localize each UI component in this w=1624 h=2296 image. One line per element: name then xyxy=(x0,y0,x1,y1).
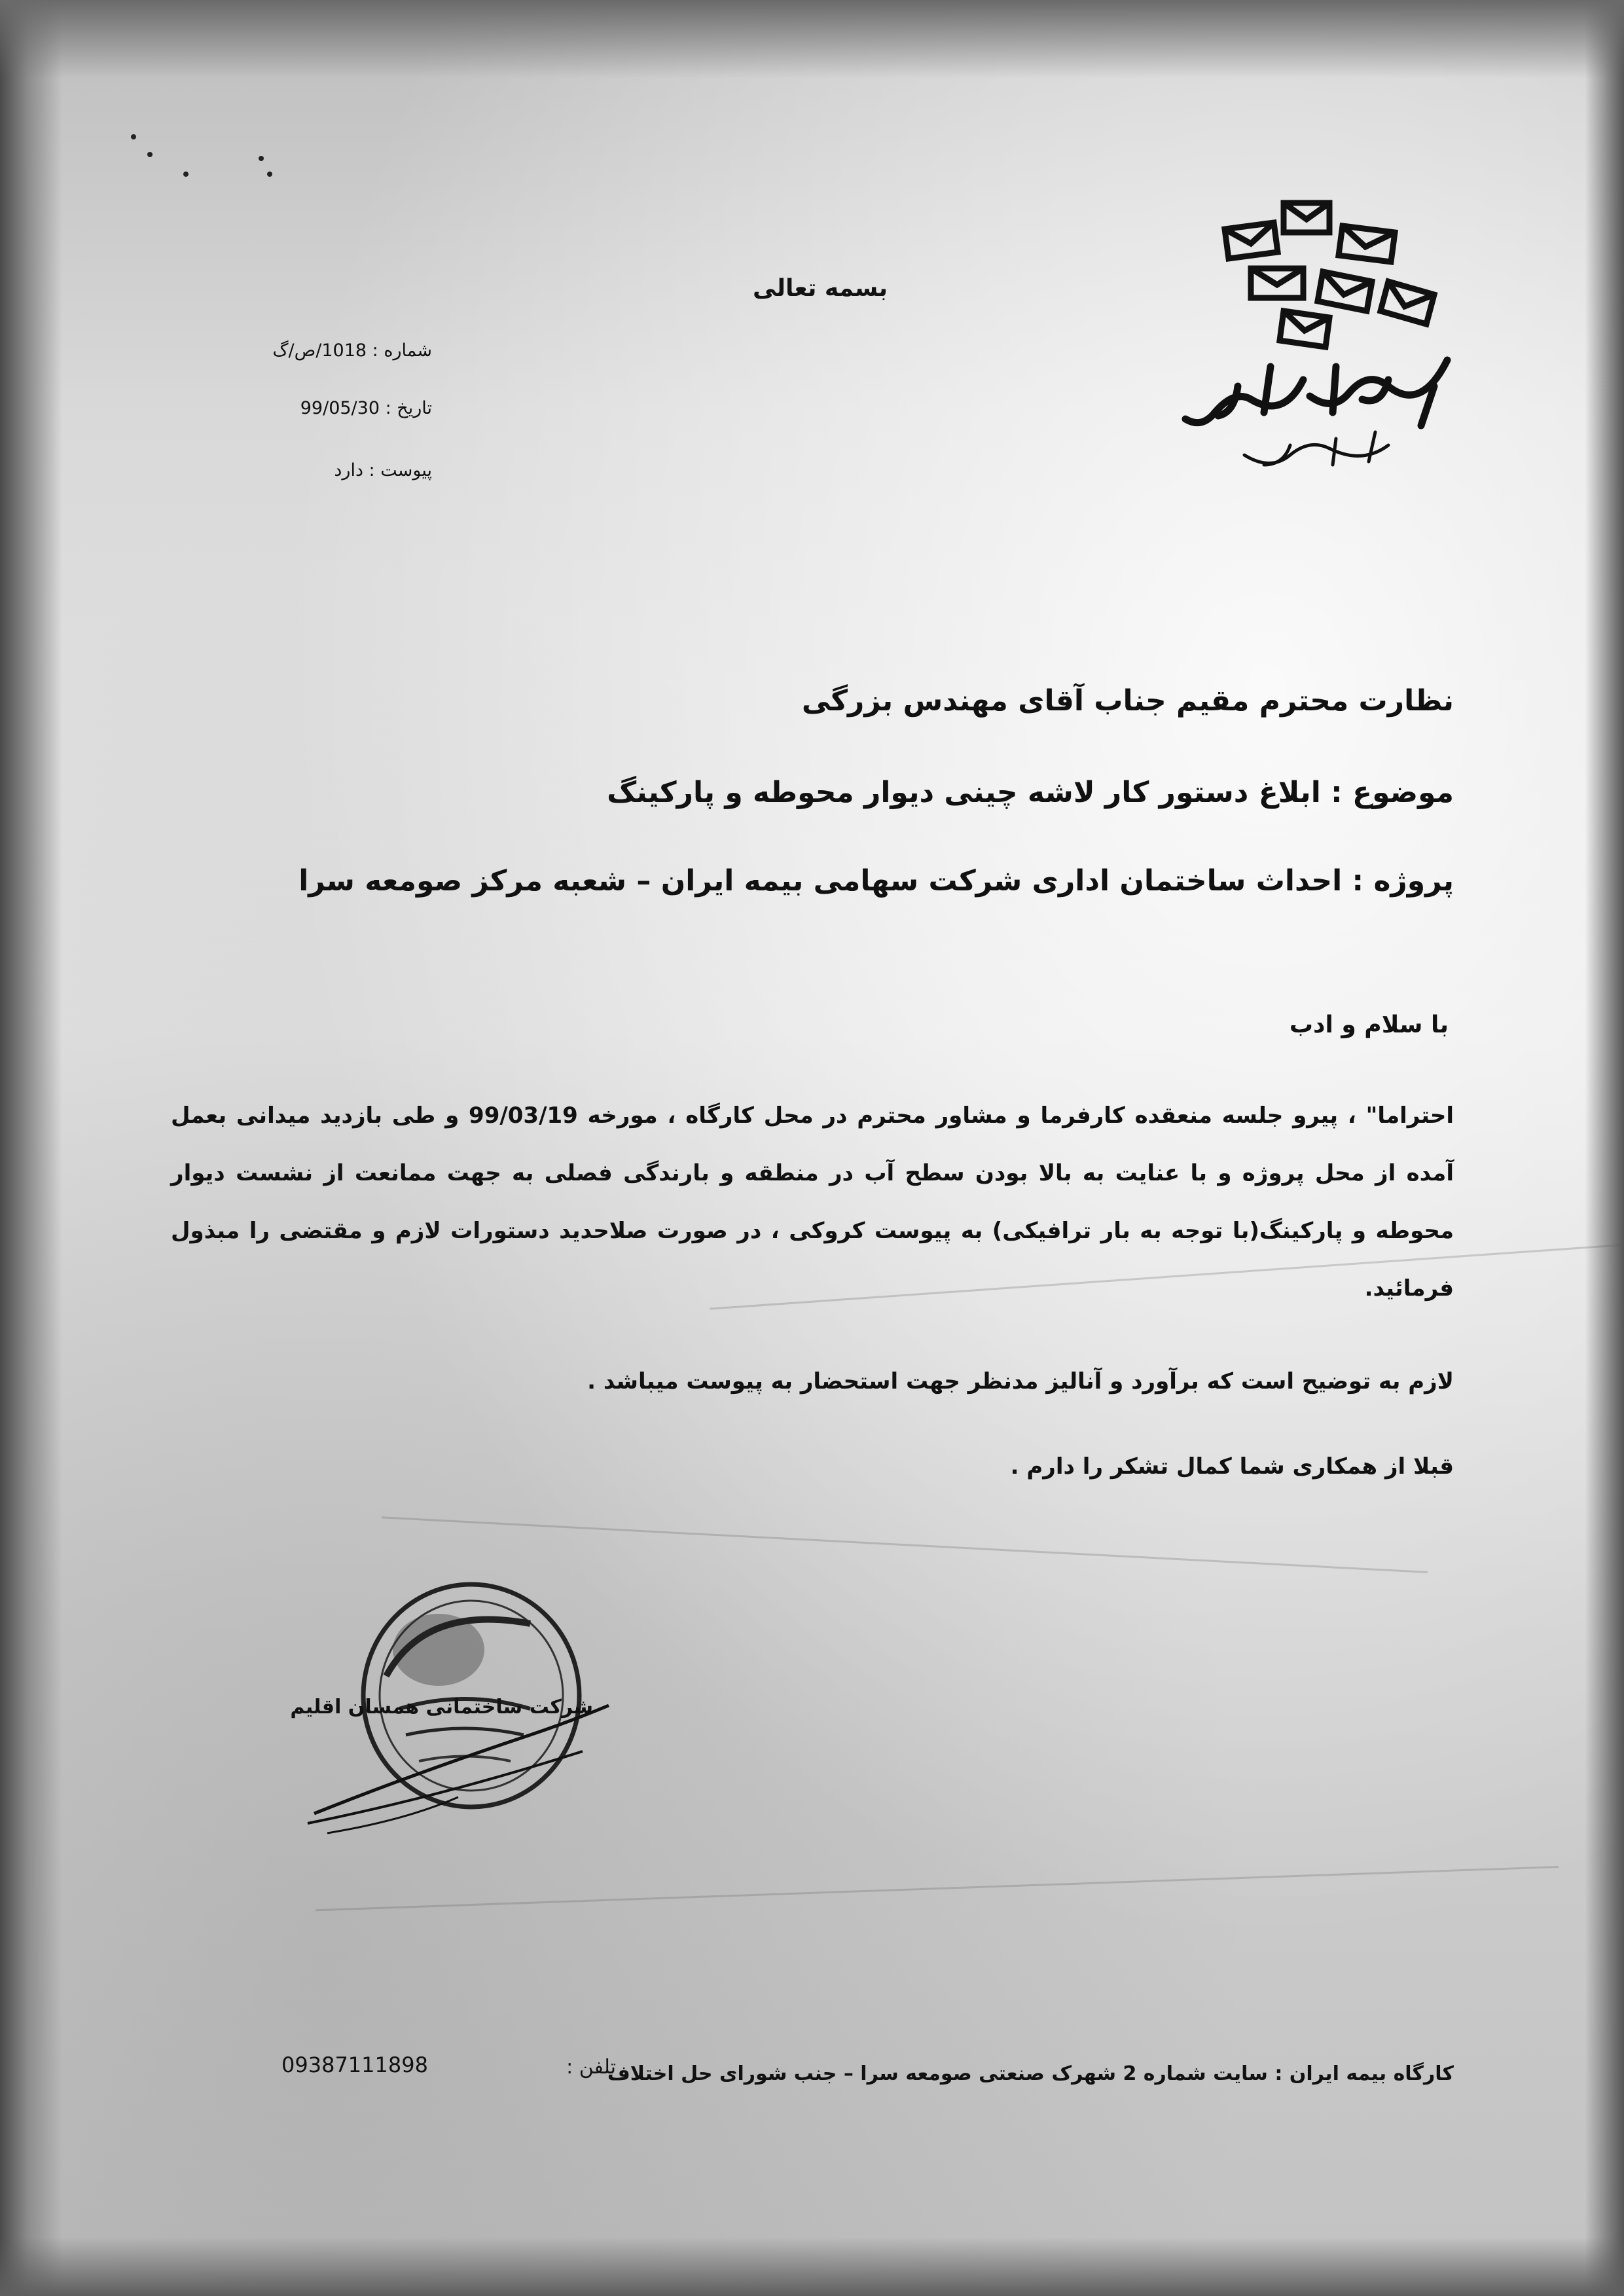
footer-address: کارگاه بیمه ایران : سایت شماره 2 شهرک صنعتی صومعه سرا – جنب شورای حل اختلاف xyxy=(607,2062,1454,2085)
greeting: با سلام و ادب xyxy=(1289,1011,1449,1038)
letter-attachment: پیوست : دارد xyxy=(334,460,432,481)
signer-name: شرکت ساختمانی همسان اقلیم xyxy=(290,1696,593,1719)
scan-edge-top xyxy=(0,0,1624,79)
subject-line: موضوع : ابلاغ دستور کار لاشه چینی دیوار محوطه و پارکینگ xyxy=(607,776,1454,809)
letter-date: تاریخ : 99/05/30 xyxy=(300,398,432,418)
scan-edge-left xyxy=(0,0,62,2296)
letter-number: شماره : 1018/ص/گ xyxy=(272,340,432,361)
company-logo xyxy=(1172,190,1460,498)
project-line: پروژه : احداث ساختمان اداری شرکت سهامی بیمه ایران – شعبه مرکز صومعه سرا xyxy=(298,864,1454,898)
paper-crease xyxy=(316,1866,1559,1911)
footer-phone-label: تلفن : xyxy=(566,2056,616,2079)
body-paragraph-note: لازم به توضیح است که برآورد و آنالیز مدنظر جهت استحضار به پیوست میباشد . xyxy=(587,1368,1454,1394)
closing-line: قبلا از همکاری شما کمال تشکر را دارم . xyxy=(1010,1453,1454,1480)
footer-phone-number: 09387111898 xyxy=(281,2052,428,2077)
scan-edge-bottom xyxy=(0,2237,1624,2296)
company-logo-icon xyxy=(1172,190,1460,498)
body-paragraph: احتراما" ، پیرو جلسه منعقده کارفرما و مشاور محترم در محل کارگاه ، مورخه 99/03/19 و طی بازدید میدانی بعمل آمده از محل پروژه و با عنایت به بالا بودن سطح آب در منطقه و بارندگی فصلی به جهت ممانعت از نشست دیوار محوطه و پارکینگ(با توجه به بار ترافیکی) به پیوست کروکی ، در صورت صلاحدید دستورات لازم و مقتضی را مبذول فرمائید. xyxy=(171,1102,1454,1302)
addressee-line: نظارت محترم مقیم جناب آقای مهندس بزرگی xyxy=(801,684,1454,718)
basmala-heading: بسمه تعالی xyxy=(753,275,888,302)
scan-edge-right xyxy=(1585,0,1624,2296)
